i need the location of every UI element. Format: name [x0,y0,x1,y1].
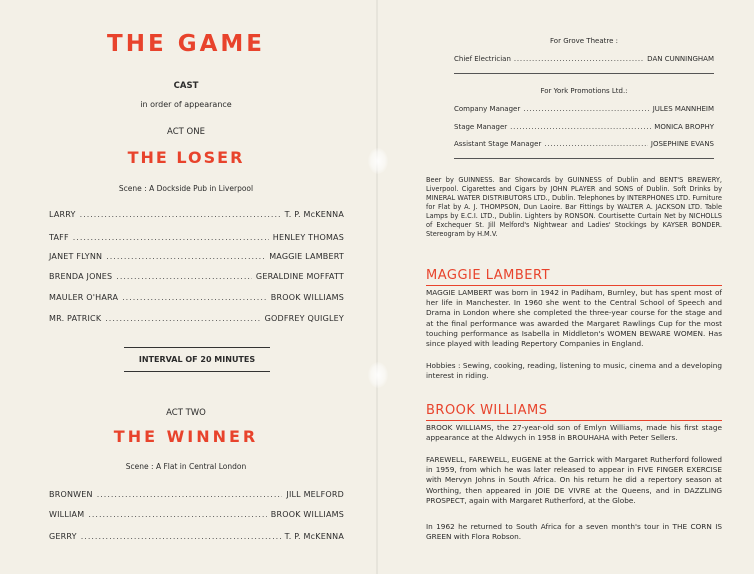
crew-name: DAN CUNNINGHAM [647,55,714,63]
cast-row [49,252,344,261]
cast-row [49,293,344,302]
act-two-scene: Scene : A Flat in Central London [125,462,247,471]
cast-row [49,233,344,242]
crew-role: Chief Electrician [454,55,511,63]
act-one-label: ACT ONE [167,127,205,137]
role-name: WILLIAM [49,510,85,519]
crew-row [454,105,714,113]
bio-paragraph: BROOK WILLIAMS, the 27-year-old son of Emlyn Williams, made his first stage appearance at the Aldwych in 1958 in BROUHAHA with Peter Sellers. [426,423,722,443]
crew-role: Company Manager [454,105,521,113]
cast-row [49,210,344,219]
act-two-label: ACT TWO [166,408,206,418]
interval-notice: INTERVAL OF 20 MINUTES [124,347,270,372]
cast-label: CAST [173,81,199,91]
divider [454,158,714,159]
crew-role: Assistant Stage Manager [454,140,542,148]
crew-role: Stage Manager [454,123,508,131]
actor-name: T. P. McKENNA [284,210,344,219]
role-name: MR. PATRICK [49,314,102,323]
play-title: THE GAME [107,31,265,57]
role-name: BRONWEN [49,490,93,499]
act-two-title: THE WINNER [113,427,259,446]
role-name: BRENDA JONES [49,272,113,281]
left-page [0,0,372,574]
cast-row [49,510,344,519]
sponsor-credits: Beer by GUINNESS. Bar Showcards by GUINNESS of Dublin and BENT'S BREWERY, Liverpool. Cigarettes and Cigars by JOHN PLAYER and SONS of Dublin. Soft Drinks by MINERAL WATER DISTRIBUTORS LTD., Dublin. Telephones by INTERPHONES LTD. Furniture for Flat by A. J. THOMPSON, Dun Laoire. Bar Fittings by WALTER A. JACKSON LTD. Table Lamps by E.C.I. LTD., Dublin. Lighters by RONSON. Courtisette Curtain Net by NICHOLLS of Exchequer St. Jill Melford's Nightwear and Ladies' Stockings by KAYSER BONDER. Stereogram by H.M.V. [426,176,722,238]
order-label: in order of appearance [140,100,232,109]
bio-paragraph: FAREWELL, FAREWELL, EUGENE at the Garrick with Margaret Rutherford followed in 1959, from which he was later released to appear in FIVE FINGER EXERCISE with Mervyn Johns in South Africa. On his return he did a repertory season at Worthing, then appeared in JOIE DE VIVRE at the Queens, and in DAZZLING PROSPECT, again with Margaret Rutherford, at the Globe. [426,455,722,505]
actor-name: MAGGIE LAMBERT [269,252,344,261]
actor-name: JILL MELFORD [286,490,344,499]
actor-name: GODFREY QUIGLEY [264,314,344,323]
actor-name: GERALDINE MOFFATT [255,272,344,281]
bio-paragraph: Hobbies : Sewing, cooking, reading, listening to music, cinema and a developing interest in riding. [426,361,722,381]
role-name: LARRY [49,210,76,219]
york-heading: For York Promotions Ltd.: [540,87,628,95]
divider [454,73,714,74]
grove-heading: For Grove Theatre : [550,37,618,45]
bio-paragraph: In 1962 he returned to South Africa for a seven month's tour in THE CORN IS GREEN with Flora Robson. [426,522,722,542]
role-name: JANET FLYNN [49,252,103,261]
act-one-title: THE LOSER [127,148,245,167]
crew-name: JULES MANNHEIM [652,105,714,113]
crew-row [454,123,714,131]
actor-name: BROOK WILLIAMS [270,293,344,302]
cast-row [49,532,344,541]
actor-name: HENLEY THOMAS [272,233,344,242]
page-fold [376,0,378,574]
bio-heading-brook-williams: BROOK WILLIAMS [426,403,722,421]
act-one-scene: Scene : A Dockside Pub in Liverpool [118,184,254,193]
crew-name: MONICA BROPHY [654,123,714,131]
role-name: MAULER O'HARA [49,293,119,302]
crew-row [454,55,714,63]
role-name: TAFF [49,233,69,242]
cast-row [49,314,344,323]
bio-heading-maggie-lambert: MAGGIE LAMBERT [426,268,722,286]
cast-row [49,272,344,281]
right-page [380,0,754,574]
actor-name: BROOK WILLIAMS [270,510,344,519]
cast-row [49,490,344,499]
crew-name: JOSEPHINE EVANS [650,140,714,148]
crew-row [454,140,714,148]
role-name: GERRY [49,532,77,541]
actor-name: T. P. McKENNA [284,532,344,541]
bio-paragraph: MAGGIE LAMBERT was born in 1942 in Padiham, Burnley, but has spent most of her life in Manchester. In 1960 she went to the Central School of Speech and Drama in London where she completed the three-year course for the stage and at the final performance was awarded the Margaret Rawlings Cup for the most touching performance as Isabella in Middleton's WOMEN BEWARE WOMEN. Has since played with leading Repertory Companies in England. [426,288,722,349]
